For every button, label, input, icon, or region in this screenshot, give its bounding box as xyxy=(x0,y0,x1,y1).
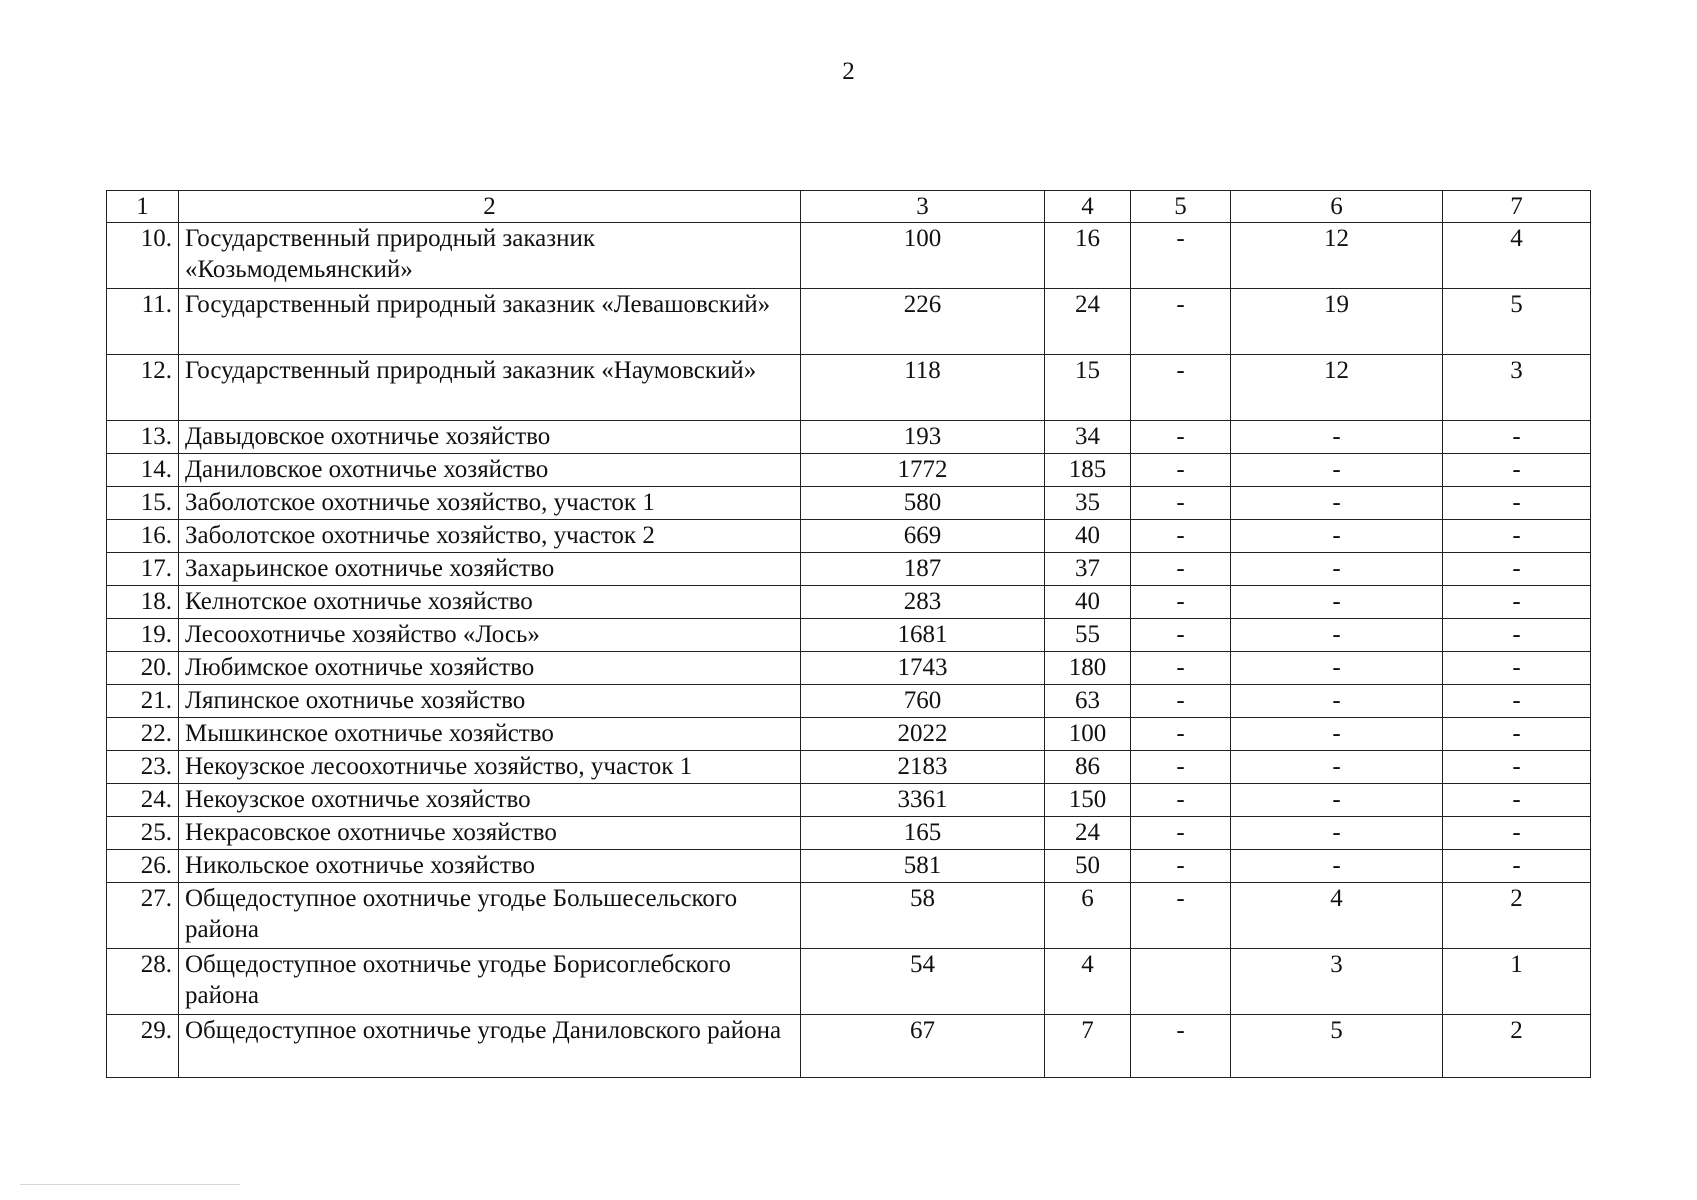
header-cell: 3 xyxy=(801,191,1045,223)
col3-value: 165 xyxy=(801,817,1045,850)
row-name: Общедоступное охотничье угодье Борисоглебского района xyxy=(179,949,801,1015)
col7-value: - xyxy=(1443,586,1591,619)
row-number: 25. xyxy=(107,817,179,850)
row-name: Мышкинское охотничье хозяйство xyxy=(179,718,801,751)
col3-value: 581 xyxy=(801,850,1045,883)
col6-value: - xyxy=(1231,487,1443,520)
table-row xyxy=(107,718,1591,751)
col6-value: - xyxy=(1231,817,1443,850)
col7-value: - xyxy=(1443,685,1591,718)
col4-value: 16 xyxy=(1045,223,1131,289)
col7-value: - xyxy=(1443,553,1591,586)
col5-value xyxy=(1131,949,1231,1015)
row-name: Некрасовское охотничье хозяйство xyxy=(179,817,801,850)
table-row xyxy=(107,784,1591,817)
row-number: 23. xyxy=(107,751,179,784)
col5-value: - xyxy=(1131,355,1231,421)
col4-value: 6 xyxy=(1045,883,1131,949)
header-cell: 5 xyxy=(1131,191,1231,223)
col7-value: - xyxy=(1443,520,1591,553)
col6-value: 5 xyxy=(1231,1015,1443,1078)
col6-value: - xyxy=(1231,454,1443,487)
col6-value: - xyxy=(1231,586,1443,619)
row-number: 29. xyxy=(107,1015,179,1078)
col7-value: - xyxy=(1443,487,1591,520)
col3-value: 58 xyxy=(801,883,1045,949)
col5-value: - xyxy=(1131,817,1231,850)
table-row xyxy=(107,520,1591,553)
row-name: Государственный природный заказник «Наумовский» xyxy=(179,355,801,421)
row-number: 20. xyxy=(107,652,179,685)
col7-value: - xyxy=(1443,619,1591,652)
col6-value: - xyxy=(1231,718,1443,751)
row-number: 15. xyxy=(107,487,179,520)
row-number: 10. xyxy=(107,223,179,289)
row-number: 24. xyxy=(107,784,179,817)
col3-value: 193 xyxy=(801,421,1045,454)
table-row xyxy=(107,850,1591,883)
col6-value: 12 xyxy=(1231,223,1443,289)
col4-value: 180 xyxy=(1045,652,1131,685)
col7-value: 2 xyxy=(1443,883,1591,949)
table-row xyxy=(107,619,1591,652)
row-name: Общедоступное охотничье угодье Большесельского района xyxy=(179,883,801,949)
col6-value: - xyxy=(1231,553,1443,586)
col5-value: - xyxy=(1131,1015,1231,1078)
row-number: 28. xyxy=(107,949,179,1015)
col3-value: 760 xyxy=(801,685,1045,718)
col3-value: 100 xyxy=(801,223,1045,289)
col7-value: 4 xyxy=(1443,223,1591,289)
col5-value: - xyxy=(1131,718,1231,751)
col5-value: - xyxy=(1131,454,1231,487)
row-number: 21. xyxy=(107,685,179,718)
row-name: Любимское охотничье хозяйство xyxy=(179,652,801,685)
col7-value: - xyxy=(1443,454,1591,487)
table-row xyxy=(107,355,1591,421)
col5-value: - xyxy=(1131,619,1231,652)
row-number: 14. xyxy=(107,454,179,487)
col7-value: 2 xyxy=(1443,1015,1591,1078)
row-name: Общедоступное охотничье угодье Даниловского района xyxy=(179,1015,801,1078)
col7-value: 1 xyxy=(1443,949,1591,1015)
col6-value: 12 xyxy=(1231,355,1443,421)
col5-value: - xyxy=(1131,223,1231,289)
col6-value: - xyxy=(1231,520,1443,553)
col4-value: 40 xyxy=(1045,520,1131,553)
col5-value: - xyxy=(1131,520,1231,553)
table-row xyxy=(107,685,1591,718)
col3-value: 2183 xyxy=(801,751,1045,784)
col4-value: 100 xyxy=(1045,718,1131,751)
col7-value: 5 xyxy=(1443,289,1591,355)
row-name: Давыдовское охотничье хозяйство xyxy=(179,421,801,454)
table-row xyxy=(107,223,1591,289)
row-name: Некоузское лесоохотничье хозяйство, участок 1 xyxy=(179,751,801,784)
row-name: Некоузское охотничье хозяйство xyxy=(179,784,801,817)
col3-value: 226 xyxy=(801,289,1045,355)
col6-value: - xyxy=(1231,751,1443,784)
col5-value: - xyxy=(1131,586,1231,619)
col6-value: - xyxy=(1231,421,1443,454)
col3-value: 3361 xyxy=(801,784,1045,817)
table-row xyxy=(107,421,1591,454)
row-number: 27. xyxy=(107,883,179,949)
col7-value: - xyxy=(1443,850,1591,883)
row-number: 13. xyxy=(107,421,179,454)
table-row xyxy=(107,883,1591,949)
header-cell: 2 xyxy=(179,191,801,223)
header-cell: 6 xyxy=(1231,191,1443,223)
table-row xyxy=(107,652,1591,685)
col6-value: - xyxy=(1231,685,1443,718)
col6-value: 3 xyxy=(1231,949,1443,1015)
table-row xyxy=(107,553,1591,586)
table-row xyxy=(107,289,1591,355)
row-number: 17. xyxy=(107,553,179,586)
header-cell: 4 xyxy=(1045,191,1131,223)
row-number: 16. xyxy=(107,520,179,553)
col4-value: 24 xyxy=(1045,289,1131,355)
row-name: Келнотское охотничье хозяйство xyxy=(179,586,801,619)
col5-value: - xyxy=(1131,421,1231,454)
table-row xyxy=(107,817,1591,850)
col3-value: 1743 xyxy=(801,652,1045,685)
row-name: Ляпинское охотничье хозяйство xyxy=(179,685,801,718)
row-number: 11. xyxy=(107,289,179,355)
table-header-row xyxy=(107,191,1591,223)
col4-value: 15 xyxy=(1045,355,1131,421)
row-name: Государственный природный заказник «Левашовский» xyxy=(179,289,801,355)
row-number: 18. xyxy=(107,586,179,619)
col4-value: 24 xyxy=(1045,817,1131,850)
col3-value: 118 xyxy=(801,355,1045,421)
row-name: Лесоохотничье хозяйство «Лось» xyxy=(179,619,801,652)
row-name: Заболотское охотничье хозяйство, участок 2 xyxy=(179,520,801,553)
row-number: 26. xyxy=(107,850,179,883)
col6-value: 4 xyxy=(1231,883,1443,949)
col6-value: - xyxy=(1231,784,1443,817)
table-row xyxy=(107,586,1591,619)
table-row xyxy=(107,751,1591,784)
header-cell: 1 xyxy=(107,191,179,223)
col7-value: - xyxy=(1443,784,1591,817)
row-number: 19. xyxy=(107,619,179,652)
col4-value: 4 xyxy=(1045,949,1131,1015)
col3-value: 1681 xyxy=(801,619,1045,652)
col4-value: 37 xyxy=(1045,553,1131,586)
col3-value: 2022 xyxy=(801,718,1045,751)
col4-value: 35 xyxy=(1045,487,1131,520)
col3-value: 54 xyxy=(801,949,1045,1015)
col6-value: - xyxy=(1231,652,1443,685)
table-row xyxy=(107,487,1591,520)
col7-value: - xyxy=(1443,718,1591,751)
col3-value: 1772 xyxy=(801,454,1045,487)
col4-value: 34 xyxy=(1045,421,1131,454)
row-name: Никольское охотничье хозяйство xyxy=(179,850,801,883)
header-cell: 7 xyxy=(1443,191,1591,223)
col7-value: - xyxy=(1443,421,1591,454)
table-row xyxy=(107,949,1591,1015)
col7-value: - xyxy=(1443,751,1591,784)
col5-value: - xyxy=(1131,883,1231,949)
col4-value: 50 xyxy=(1045,850,1131,883)
row-number: 22. xyxy=(107,718,179,751)
table-row xyxy=(107,454,1591,487)
col5-value: - xyxy=(1131,487,1231,520)
col6-value: - xyxy=(1231,619,1443,652)
col5-value: - xyxy=(1131,289,1231,355)
col5-value: - xyxy=(1131,685,1231,718)
col3-value: 669 xyxy=(801,520,1045,553)
hunting-grounds-table xyxy=(106,190,1591,1078)
col3-value: 67 xyxy=(801,1015,1045,1078)
col6-value: 19 xyxy=(1231,289,1443,355)
row-name: Даниловское охотничье хозяйство xyxy=(179,454,801,487)
col7-value: - xyxy=(1443,652,1591,685)
col5-value: - xyxy=(1131,751,1231,784)
col6-value: - xyxy=(1231,850,1443,883)
row-name: Захарьинское охотничье хозяйство xyxy=(179,553,801,586)
row-number: 12. xyxy=(107,355,179,421)
col5-value: - xyxy=(1131,784,1231,817)
col4-value: 185 xyxy=(1045,454,1131,487)
col4-value: 63 xyxy=(1045,685,1131,718)
col3-value: 187 xyxy=(801,553,1045,586)
scan-artifact xyxy=(20,1184,240,1185)
col4-value: 7 xyxy=(1045,1015,1131,1078)
col5-value: - xyxy=(1131,553,1231,586)
col5-value: - xyxy=(1131,850,1231,883)
col5-value: - xyxy=(1131,652,1231,685)
col4-value: 40 xyxy=(1045,586,1131,619)
col7-value: - xyxy=(1443,817,1591,850)
col3-value: 283 xyxy=(801,586,1045,619)
row-name: Государственный природный заказник «Козьмодемьянский» xyxy=(179,223,801,289)
row-name: Заболотское охотничье хозяйство, участок 1 xyxy=(179,487,801,520)
col3-value: 580 xyxy=(801,487,1045,520)
col4-value: 86 xyxy=(1045,751,1131,784)
col4-value: 150 xyxy=(1045,784,1131,817)
table-row xyxy=(107,1015,1591,1078)
col4-value: 55 xyxy=(1045,619,1131,652)
col7-value: 3 xyxy=(1443,355,1591,421)
page-number: 2 xyxy=(842,58,855,85)
